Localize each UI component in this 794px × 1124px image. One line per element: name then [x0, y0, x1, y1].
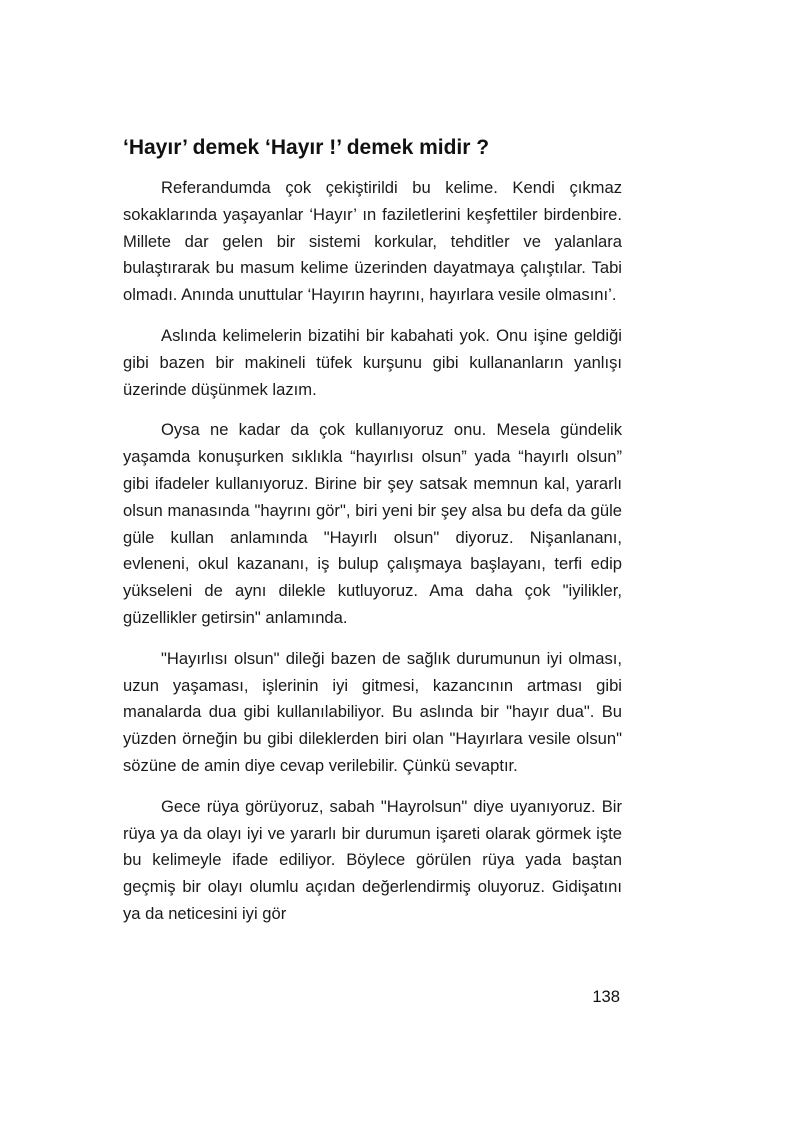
paragraph-3: Oysa ne kadar da çok kullanıyoruz onu. Mesela gündelik yaşamda konuşurken sıklıkla “hayırlısı olsun” yada “hayırlı olsun” gibi ifadeler kullanıyoruz. Birine bir şey satsak memnun kal, yararlı olsun manasında "hayrını gör", biri yeni bir şey alsa bu defa da güle güle kullan anlamında "Hayırlı olsun" diyoruz. Nişanlananı, evleneni, okul kazananı, iş bulup çalışmaya başlayanı, terfi edip yükseleni de aynı dilekle kutluyoruz. Ama daha çok "iyilikler, güzellikler getirsin" anlamında. [123, 420, 622, 627]
page-number: 138 [592, 987, 620, 1006]
body-text [123, 175, 622, 942]
paragraph-1: Referandumda çok çekiştirildi bu kelime. Kendi çıkmaz sokaklarında yaşayanlar ‘Hayır’ ın faziletlerini keşfettiler birdenbire. Millete dar gelen bir sistemi korkular, tehditler ve yalanlara bulaştırarak bu masum kelime üzerinden dayatmaya çalıştılar. Tabi olmadı. Anında unuttular ‘Hayırın hayrını, hayırlara vesile olmasını’. [123, 178, 622, 305]
chapter-title: ‘Hayır’ demek ‘Hayır !’ demek midir ? [123, 136, 490, 159]
paragraph-2: Aslında kelimelerin bizatihi bir kabahati yok. Onu işine geldiği gibi bazen bir makineli tüfek kurşunu gibi kullananların yanlışı üzerinde düşünmek lazım. [123, 325, 622, 399]
paragraph-5: Gece rüya görüyoruz, sabah "Hayrolsun" diye uyanıyoruz. Bir rüya ya da olayı iyi ve yararlı bir durumun işareti olarak görmek işte bu kelimeyle ifade ediliyor. Böylece görülen rüya yada baştan geçmiş bir olayı olumlu açıdan değerlendirmiş oluyoruz. Gidişatını ya da neticesini iyi gör [123, 796, 622, 923]
paragraph-4: "Hayırlısı olsun" dileği bazen de sağlık durumunun iyi olması, uzun yaşaması, işlerinin iyi gitmesi, kazancının artması gibi manalarda dua gibi kullanılabiliyor. Bu aslında bir "hayır dua". Bu yüzden örneğin bu gibi dileklerden biri olan "Hayırlara vesile olsun" sözüne de amin diye cevap verilebilir. Çünkü sevaptır. [123, 648, 622, 775]
